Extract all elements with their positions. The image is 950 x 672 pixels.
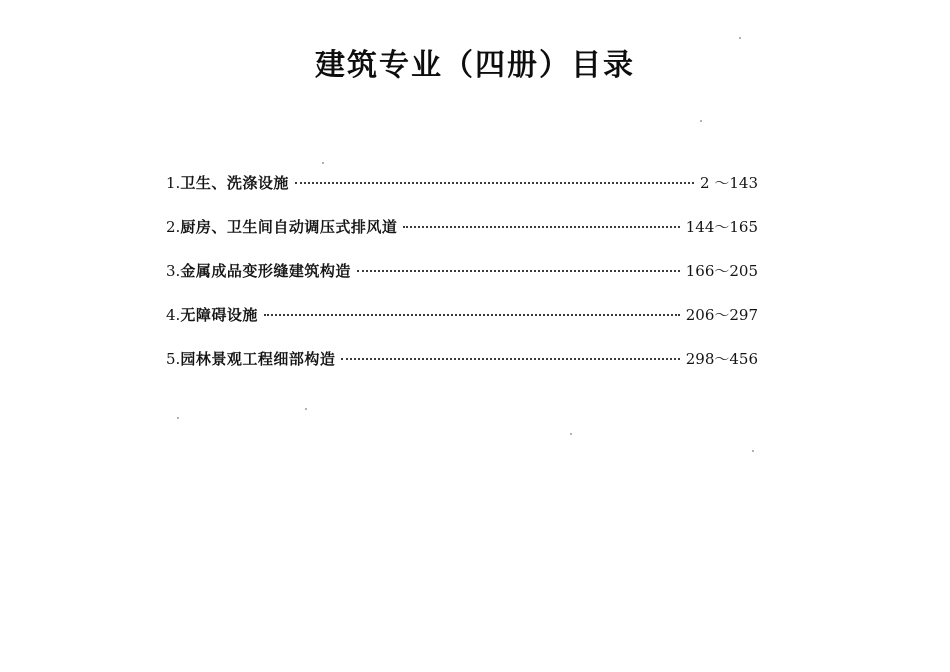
dot-leader [295, 182, 694, 184]
toc-entry-title: 厨房、卫生间自动调压式排风道 [180, 218, 398, 236]
toc-entry-pages: 298～456 [685, 350, 758, 368]
scan-speck [322, 162, 324, 164]
toc-entry-number: 3. [166, 262, 181, 280]
dot-leader [264, 314, 680, 316]
toc-entry-pages: 144～165 [685, 218, 758, 236]
toc-entry-number: 5. [166, 350, 181, 368]
dot-leader [341, 358, 679, 360]
scan-speck [305, 408, 307, 410]
toc-entry-3 [166, 260, 758, 304]
toc-entry-pages: 206～297 [685, 306, 758, 324]
scan-speck [177, 417, 179, 419]
toc-entry-1 [166, 172, 758, 216]
dot-leader [357, 270, 680, 272]
toc-entry-number: 4. [166, 306, 181, 324]
table-of-contents [166, 172, 758, 392]
toc-entry-title: 金属成品变形缝建筑构造 [180, 262, 351, 280]
scan-speck [752, 450, 754, 452]
scan-speck [739, 37, 741, 39]
dot-leader [403, 226, 679, 228]
toc-entry-pages: 2 ～143 [700, 174, 758, 192]
toc-entry-title: 园林景观工程细部构造 [180, 350, 336, 368]
toc-entry-number: 2. [166, 218, 181, 236]
scan-speck [570, 433, 572, 435]
toc-entry-title: 卫生、洗涤设施 [180, 174, 289, 192]
toc-entry-4 [166, 304, 758, 348]
page-title: 建筑专业（四册）目录 [315, 48, 635, 83]
toc-entry-5 [166, 348, 758, 392]
toc-entry-number: 1. [166, 174, 181, 192]
toc-entry-pages: 166～205 [685, 262, 758, 280]
toc-entry-title: 无障碍设施 [180, 306, 258, 324]
scan-speck [700, 120, 702, 122]
toc-entry-2 [166, 216, 758, 260]
